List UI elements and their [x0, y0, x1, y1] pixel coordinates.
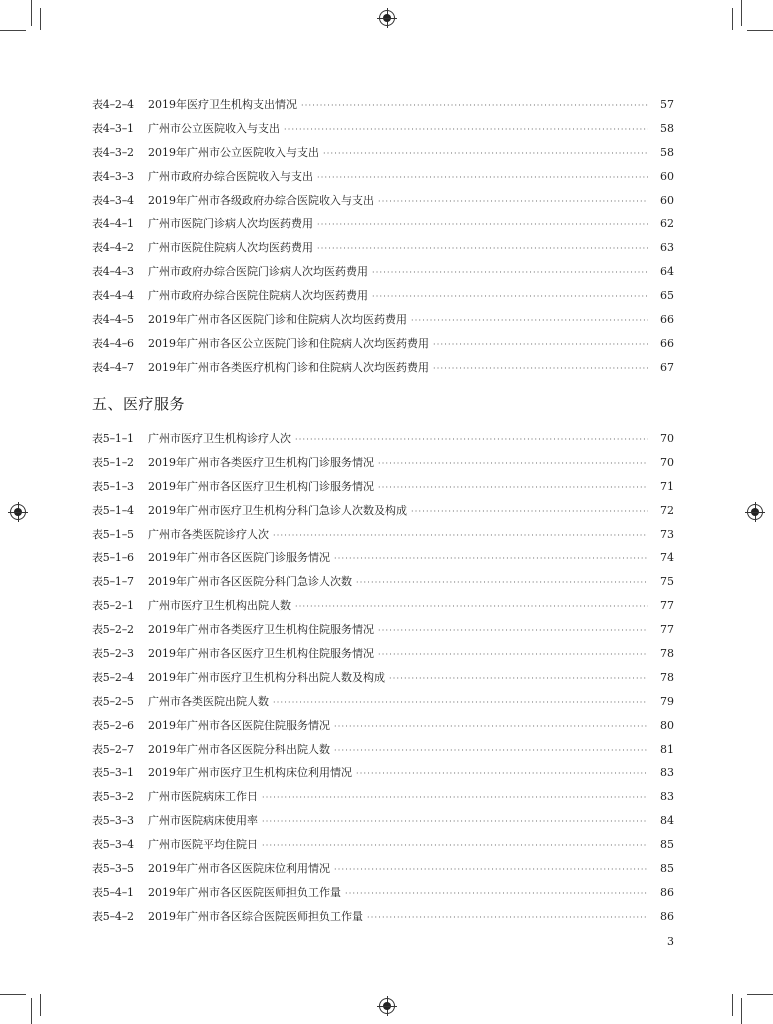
dot-leader — [334, 858, 648, 882]
dot-leader — [317, 237, 648, 261]
dot-leader — [378, 619, 648, 643]
toc-entry-title: 2019年广州市各区医院分科出院人数 — [148, 742, 330, 756]
toc-entry-code: 表5–3–3 — [92, 814, 134, 828]
registration-mark-left — [10, 504, 26, 520]
toc-entry-title: 广州市医疗卫生机构出院人数 — [148, 599, 291, 613]
dot-leader — [301, 94, 648, 118]
toc-entry-title: 广州市医疗卫生机构诊疗人次 — [148, 432, 291, 445]
dot-leader — [433, 357, 648, 381]
toc-entry-page: 86 — [660, 909, 674, 923]
toc-entry-title: 2019年广州市各区医院医师担负工作量 — [148, 885, 341, 899]
toc-entry-page: 62 — [660, 217, 674, 231]
dot-leader — [273, 524, 648, 548]
toc-entry-page: 83 — [660, 766, 674, 780]
dot-leader — [389, 667, 648, 691]
toc-entry-code: 表5–1–3 — [92, 479, 134, 493]
toc-entry-code: 表4–3–1 — [92, 121, 134, 135]
toc-entry-title: 广州市医院病床使用率 — [148, 814, 258, 828]
toc-entry-code: 表5–1–7 — [92, 575, 134, 589]
toc-entry-page: 79 — [660, 694, 674, 708]
toc-entry-page: 63 — [660, 241, 674, 255]
toc-entry-page: 74 — [660, 551, 674, 565]
dot-leader — [317, 166, 648, 190]
toc-entry-code: 表4–4–2 — [92, 241, 134, 255]
toc-entry-title: 2019年广州市各级政府办综合医院收入与支出 — [148, 193, 374, 207]
dot-leader — [356, 571, 648, 595]
dot-leader — [378, 190, 648, 214]
toc-entry[interactable] — [92, 642, 674, 666]
dot-leader — [372, 261, 648, 285]
toc-entry-code: 表4–2–4 — [92, 98, 134, 111]
toc-entry-code: 表5–1–2 — [92, 455, 134, 469]
toc-entry-title: 广州市政府办综合医院住院病人次均医药费用 — [148, 289, 368, 303]
toc-entry-title: 广州市各类医院诊疗人次 — [148, 527, 269, 541]
toc-list-part1 — [92, 93, 674, 380]
toc-entry-title: 广州市各类医院出院人数 — [148, 694, 269, 708]
toc-entry-page: 57 — [660, 98, 674, 111]
toc-entry[interactable] — [92, 881, 674, 905]
toc-entry[interactable] — [92, 833, 674, 857]
toc-entry-title: 2019年广州市各区医院门诊服务情况 — [148, 551, 330, 565]
toc-entry[interactable] — [92, 236, 674, 260]
toc-entry[interactable] — [92, 499, 674, 523]
dot-leader — [295, 595, 648, 619]
toc-entry[interactable] — [92, 905, 674, 929]
toc-entry-code: 表4–4–4 — [92, 289, 134, 303]
toc-entry-title: 广州市公立医院收入与支出 — [148, 121, 280, 135]
toc-entry-title: 2019年广州市各类医疗卫生机构门诊服务情况 — [148, 455, 374, 469]
toc-entry[interactable] — [92, 141, 674, 165]
dot-leader — [367, 906, 648, 930]
toc-entry-title: 广州市医院平均住院日 — [148, 838, 258, 852]
toc-entry-page: 58 — [660, 145, 674, 159]
toc-entry[interactable] — [92, 93, 674, 117]
toc-entry-title: 2019年医疗卫生机构支出情况 — [148, 98, 297, 111]
page-number: 3 — [667, 935, 674, 948]
toc-entry-code: 表4–3–4 — [92, 193, 134, 207]
toc-entry-page: 71 — [660, 479, 674, 493]
dot-leader — [334, 739, 648, 763]
dot-leader — [378, 643, 648, 667]
dot-leader — [334, 715, 648, 739]
dot-leader — [411, 500, 648, 524]
toc-entry[interactable] — [92, 857, 674, 881]
toc-entry-title: 2019年广州市各区医院分科门急诊人次数 — [148, 575, 352, 589]
dot-leader — [345, 882, 648, 906]
toc-entry[interactable] — [92, 570, 674, 594]
dot-leader — [378, 476, 648, 500]
dot-leader — [323, 142, 648, 166]
toc-entry[interactable] — [92, 165, 674, 189]
toc-entry[interactable] — [92, 594, 674, 618]
dot-leader — [356, 762, 648, 786]
toc-entry-code: 表5–2–2 — [92, 623, 134, 637]
toc-entry-title: 广州市政府办综合医院收入与支出 — [148, 169, 313, 183]
dot-leader — [262, 810, 648, 834]
toc-entry-page: 65 — [660, 289, 674, 303]
dot-leader — [262, 786, 648, 810]
toc-entry-code: 表5–4–1 — [92, 885, 134, 899]
toc-entry[interactable] — [92, 212, 674, 236]
toc-entry-code: 表4–4–6 — [92, 336, 134, 350]
toc-entry-code: 表5–3–4 — [92, 838, 134, 852]
toc-entry-code: 表4–3–2 — [92, 145, 134, 159]
toc-entry[interactable] — [92, 332, 674, 356]
toc-entry[interactable] — [92, 475, 674, 499]
toc-entry[interactable] — [92, 523, 674, 547]
toc-entry-title: 2019年广州市各区综合医院医师担负工作量 — [148, 909, 363, 923]
toc-entry-code: 表5–2–4 — [92, 670, 134, 684]
toc-entry-page: 75 — [660, 575, 674, 589]
toc-entry-page: 83 — [660, 790, 674, 804]
toc-entry-page: 80 — [660, 718, 674, 732]
toc-entry-code: 表4–4–3 — [92, 265, 134, 279]
toc-entry-title: 2019年广州市各区医院床位利用情况 — [148, 862, 330, 876]
toc-entry-code: 表4–4–1 — [92, 217, 134, 231]
toc-entry[interactable] — [92, 427, 674, 451]
toc-entry[interactable] — [92, 666, 674, 690]
toc-entry[interactable] — [92, 284, 674, 308]
toc-entry-code: 表5–1–6 — [92, 551, 134, 565]
toc-entry-page: 77 — [660, 599, 674, 613]
toc-entry-page: 67 — [660, 360, 674, 374]
toc-entry-title: 2019年广州市各区医院住院服务情况 — [148, 718, 330, 732]
toc-entry[interactable] — [92, 618, 674, 642]
toc-entry-title: 广州市医院病床工作日 — [148, 790, 258, 804]
toc-entry-page: 78 — [660, 670, 674, 684]
toc-entry-code: 表5–1–4 — [92, 503, 134, 517]
dot-leader — [334, 547, 648, 571]
toc-entry-page: 78 — [660, 647, 674, 661]
toc-entry-title: 2019年广州市各区医疗卫生机构住院服务情况 — [148, 647, 374, 661]
toc-entry-page: 81 — [660, 742, 674, 756]
toc-entry-page: 86 — [660, 885, 674, 899]
toc-entry[interactable] — [92, 260, 674, 284]
toc-entry-title: 2019年广州市医疗卫生机构分科门急诊人次数及构成 — [148, 503, 407, 517]
registration-mark-top — [379, 10, 395, 26]
toc-entry-title: 广州市医院住院病人次均医药费用 — [148, 241, 313, 255]
toc-entry-code: 表5–2–5 — [92, 694, 134, 708]
toc-entry[interactable] — [92, 809, 674, 833]
toc-entry-page: 64 — [660, 265, 674, 279]
dot-leader — [295, 428, 648, 452]
toc-entry-code: 表5–4–2 — [92, 909, 134, 923]
toc-entry[interactable] — [92, 738, 674, 762]
dot-leader — [317, 213, 648, 237]
toc-entry-page: 66 — [660, 313, 674, 327]
toc-entry[interactable] — [92, 451, 674, 475]
toc-entry[interactable] — [92, 714, 674, 738]
registration-mark-bottom — [379, 998, 395, 1014]
dot-leader — [411, 309, 648, 333]
section-heading: 五、医疗服务 — [92, 395, 186, 413]
toc-entry[interactable] — [92, 189, 674, 213]
toc-entry-code: 表5–2–7 — [92, 742, 134, 756]
toc-entry-page: 66 — [660, 336, 674, 350]
toc-entry-title: 2019年广州市各区医院门诊和住院病人次均医药费用 — [148, 313, 407, 327]
toc-entry[interactable] — [92, 356, 674, 380]
toc-entry[interactable] — [92, 785, 674, 809]
toc-entry[interactable] — [92, 761, 674, 785]
toc-entry-page: 77 — [660, 623, 674, 637]
dot-leader — [378, 452, 648, 476]
toc-entry-title: 广州市政府办综合医院门诊病人次均医药费用 — [148, 265, 368, 279]
toc-entry-code: 表4–3–3 — [92, 169, 134, 183]
toc-entry-page: 85 — [660, 838, 674, 852]
dot-leader — [433, 333, 648, 357]
dot-leader — [273, 691, 648, 715]
toc-entry-code: 表5–2–6 — [92, 718, 134, 732]
toc-entry-code: 表5–2–1 — [92, 599, 134, 613]
toc-entry-code: 表5–3–1 — [92, 766, 134, 780]
toc-entry-page: 85 — [660, 862, 674, 876]
toc-entry-code: 表5–1–1 — [92, 432, 134, 445]
toc-entry-title: 2019年广州市各区医疗卫生机构门诊服务情况 — [148, 479, 374, 493]
toc-entry-title: 2019年广州市各区公立医院门诊和住院病人次均医药费用 — [148, 336, 429, 350]
registration-mark-right — [747, 504, 763, 520]
toc-entry-code: 表5–3–2 — [92, 790, 134, 804]
toc-entry-title: 2019年广州市医疗卫生机构床位利用情况 — [148, 766, 352, 780]
toc-entry-page: 72 — [660, 503, 674, 517]
dot-leader — [284, 118, 648, 142]
toc-entry-page: 60 — [660, 193, 674, 207]
toc-entry[interactable] — [92, 690, 674, 714]
toc-entry[interactable] — [92, 117, 674, 141]
toc-entry-page: 60 — [660, 169, 674, 183]
dot-leader — [372, 285, 648, 309]
dot-leader — [262, 834, 648, 858]
toc-entry-page: 84 — [660, 814, 674, 828]
toc-entry-page: 70 — [660, 432, 674, 445]
toc-entry-code: 表5–1–5 — [92, 527, 134, 541]
toc-entry-page: 58 — [660, 121, 674, 135]
toc-entry-code: 表4–4–7 — [92, 360, 134, 374]
toc-entry-title: 2019年广州市公立医院收入与支出 — [148, 145, 319, 159]
toc-list-part2 — [92, 427, 674, 929]
toc-entry-code: 表4–4–5 — [92, 313, 134, 327]
toc-entry-title: 2019年广州市各类医疗卫生机构住院服务情况 — [148, 623, 374, 637]
toc-entry-code: 表5–3–5 — [92, 862, 134, 876]
toc-entry[interactable] — [92, 308, 674, 332]
toc-entry[interactable] — [92, 546, 674, 570]
toc-entry-title: 广州市医院门诊病人次均医药费用 — [148, 217, 313, 231]
toc-entry-code: 表5–2–3 — [92, 647, 134, 661]
toc-entry-title: 2019年广州市医疗卫生机构分科出院人数及构成 — [148, 670, 385, 684]
toc-entry-page: 73 — [660, 527, 674, 541]
toc-entry-page: 70 — [660, 455, 674, 469]
toc-entry-title: 2019年广州市各类医疗机构门诊和住院病人次均医药费用 — [148, 360, 429, 374]
